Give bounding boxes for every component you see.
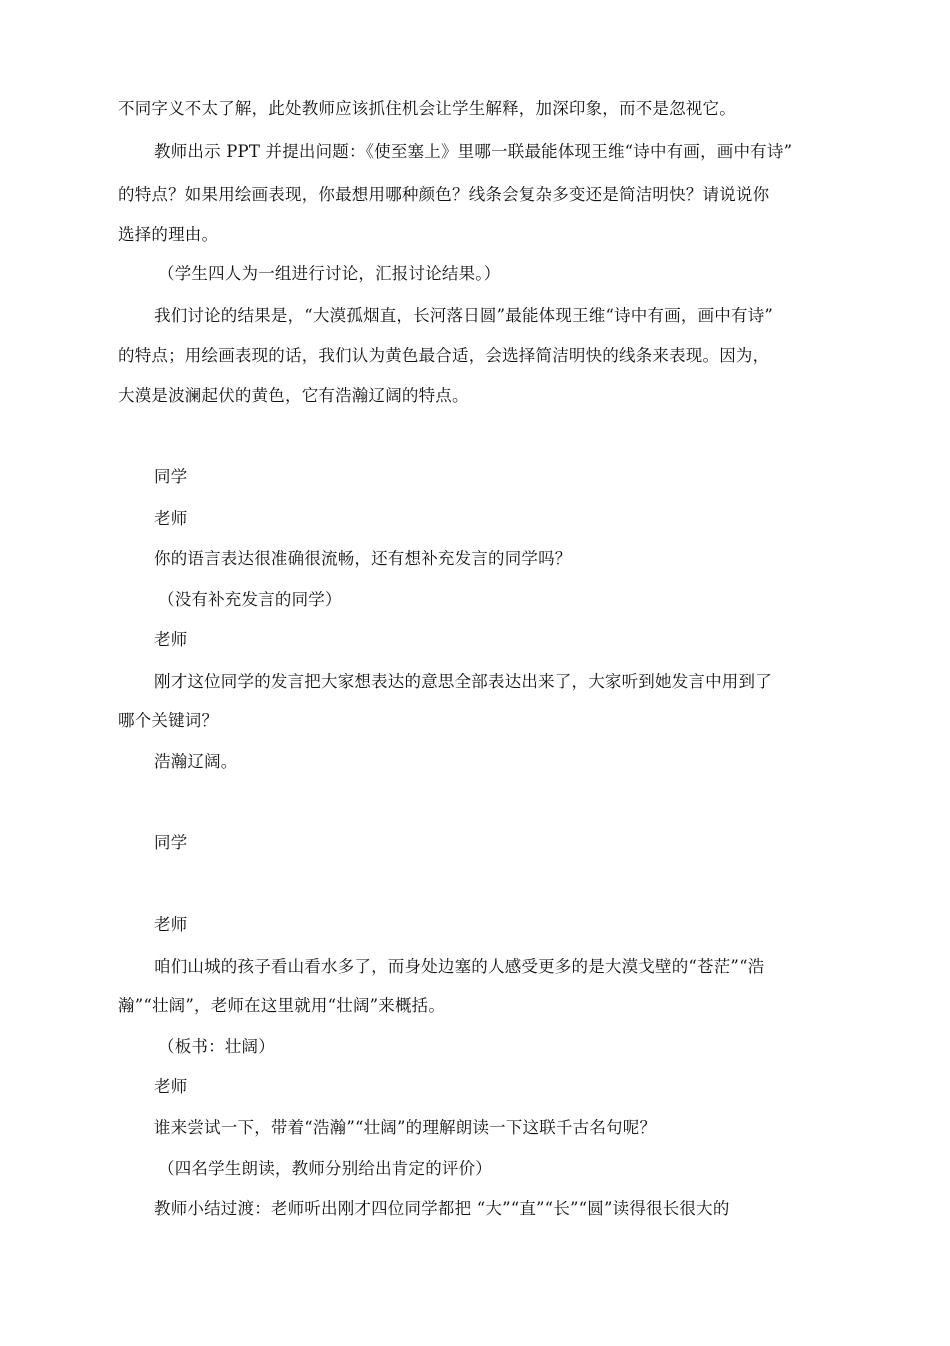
speaker-label: 老师 bbox=[154, 509, 188, 528]
stage-direction: （没有补充发言的同学） bbox=[158, 590, 342, 609]
paragraph-line: 不同字义不太了解，此处教师应该抓住机会让学生解释，加深印象，而不是忽视它。 bbox=[118, 99, 736, 118]
paragraph-line: 选择的理由。 bbox=[118, 225, 219, 244]
speaker-label: 老师 bbox=[154, 915, 188, 934]
speaker-label: 同学 bbox=[154, 467, 188, 486]
paragraph-line: 哪个关键词？ bbox=[118, 711, 219, 730]
paragraph-line: 谁来尝试一下，带着“浩瀚”“壮阔”的理解朗读一下这联千古名句呢？ bbox=[154, 1118, 657, 1137]
paragraph-line: 大漠是波澜起伏的黄色，它有浩瀚辽阔的特点。 bbox=[118, 386, 469, 405]
paragraph-line: 浩瀚辽阔。 bbox=[154, 752, 238, 771]
paragraph-line: 我们讨论的结果是，“大漠孤烟直，长河落日圆”最能体现王维“诗中有画，画中有诗” bbox=[154, 306, 774, 325]
paragraph-line: 的特点？如果用绘画表现，你最想用哪种颜色？线条会复杂多变还是简洁明快？请说说你 bbox=[118, 185, 770, 204]
speaker-label: 老师 bbox=[154, 1077, 188, 1096]
stage-direction: （学生四人为一组进行讨论，汇报讨论结果。） bbox=[158, 264, 501, 283]
paragraph-line: 教师出示 PPT 并提出问题：《使至塞上》里哪一联最能体现王维“诗中有画，画中有诗” bbox=[154, 142, 793, 161]
speaker-label: 老师 bbox=[154, 630, 188, 649]
paragraph-line: 咱们山城的孩子看山看水多了，而身处边塞的人感受更多的是大漠戈壁的“苍茫”“浩 bbox=[154, 957, 765, 976]
paragraph-line: 教师小结过渡：老师听出刚才四位同学都把 “大”“直”“长”“圆”读得很长很大的 bbox=[154, 1199, 730, 1218]
speaker-label: 同学 bbox=[154, 833, 188, 852]
paragraph-line: 瀚”“壮阔”，老师在这里就用“壮阔”来概括。 bbox=[118, 996, 446, 1015]
stage-direction: （四名学生朗读，教师分别给出肯定的评价） bbox=[158, 1159, 492, 1178]
paragraph-line: 的特点；用绘画表现的话，我们认为黄色最合适，会选择简洁明快的线条来表现。因为， bbox=[118, 346, 770, 365]
stage-direction: （板书：壮阔） bbox=[158, 1037, 275, 1056]
paragraph-line: 你的语言表达很准确很流畅，还有想补充发言的同学吗？ bbox=[154, 549, 572, 568]
paragraph-line: 刚才这位同学的发言把大家想表达的意思全部表达出来了，大家听到她发言中用到了 bbox=[154, 672, 772, 691]
